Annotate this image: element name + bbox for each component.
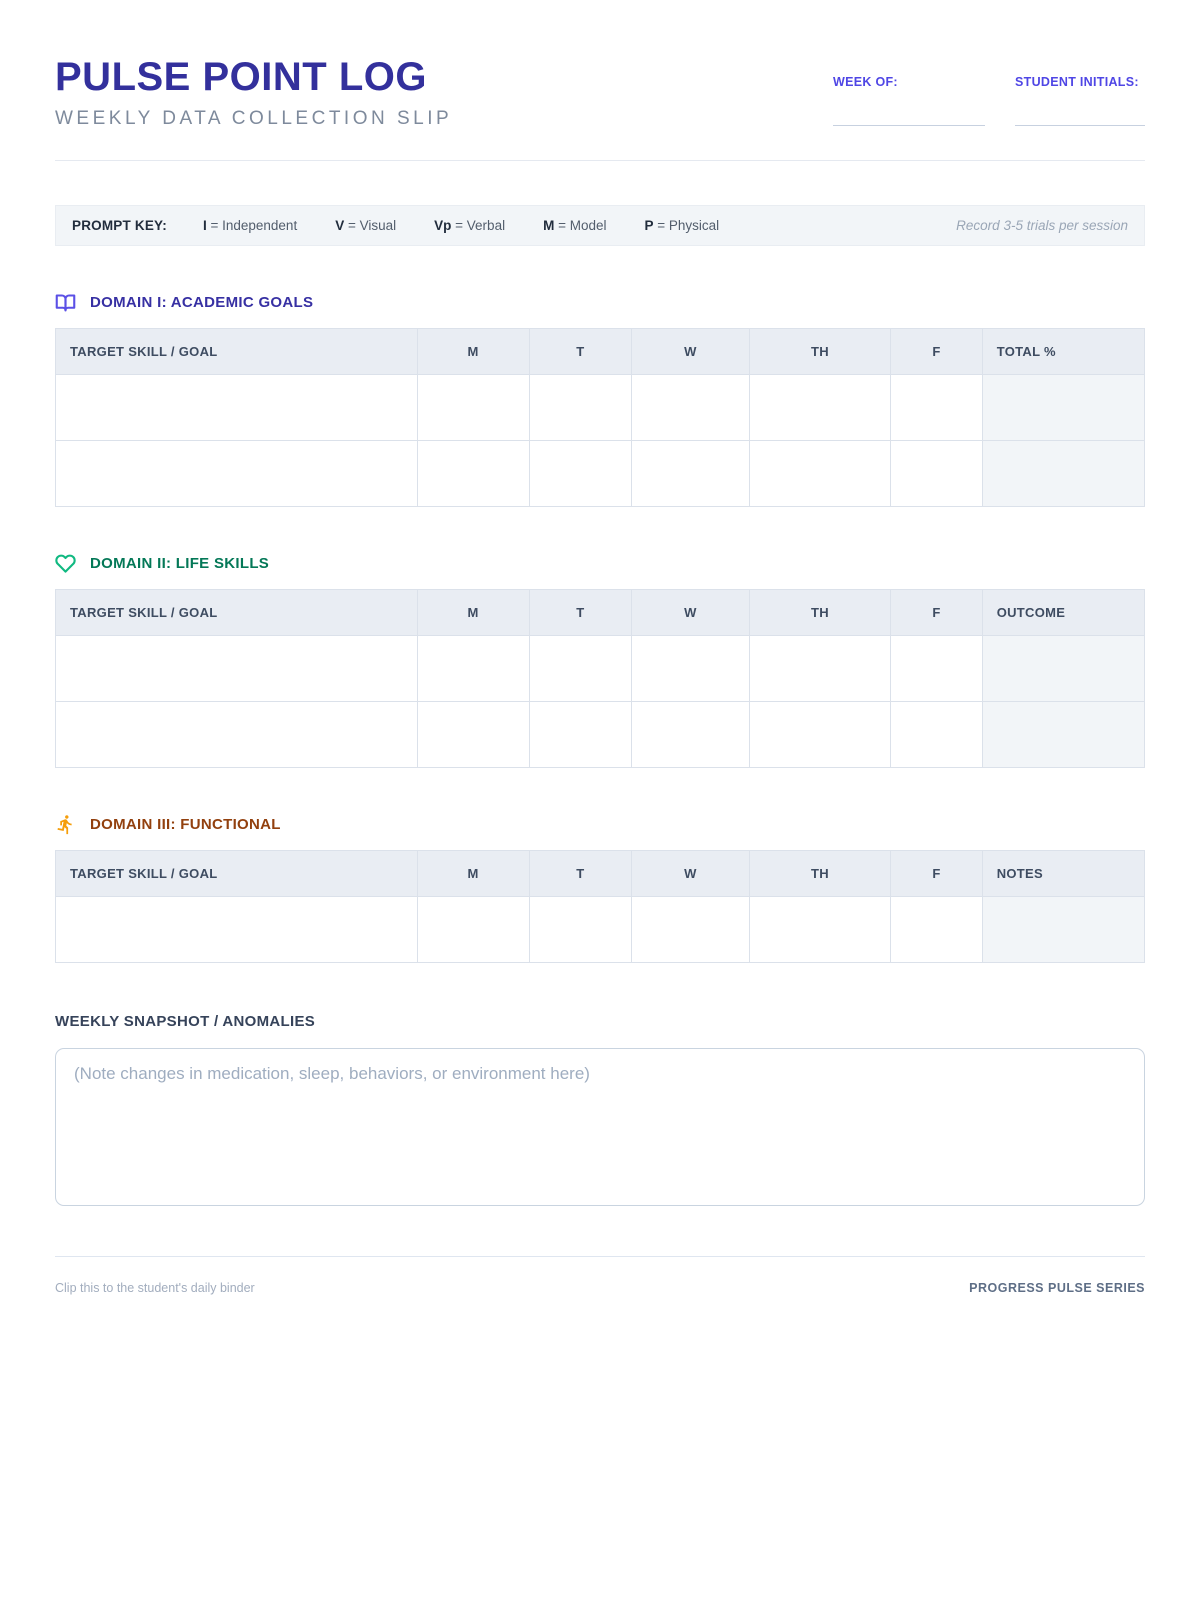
- data-entry-cell[interactable]: [417, 702, 529, 768]
- week-of-label: WEEK OF:: [833, 75, 898, 89]
- prompt-key-item: Vp = Verbal: [434, 218, 506, 233]
- column-header: F: [891, 851, 982, 897]
- column-header: F: [891, 590, 982, 636]
- domain-heading: [55, 553, 1145, 574]
- column-header: W: [632, 329, 750, 375]
- student-initials-field: [1015, 75, 1145, 126]
- week-of-input-line[interactable]: [833, 125, 985, 126]
- column-header: TH: [749, 851, 891, 897]
- weekly-snapshot-textarea[interactable]: [55, 1048, 1145, 1206]
- domain-title: DOMAIN I: ACADEMIC GOALS: [90, 294, 314, 311]
- data-entry-cell[interactable]: [982, 702, 1144, 768]
- prompt-key-items: [203, 218, 719, 233]
- data-entry-cell[interactable]: [982, 375, 1144, 441]
- domain-table: [55, 850, 1145, 963]
- footer: [55, 1281, 1145, 1295]
- running-person-icon: [55, 814, 76, 835]
- data-entry-cell[interactable]: [891, 702, 982, 768]
- column-header: TOTAL %: [982, 329, 1144, 375]
- heart-icon: [55, 553, 76, 574]
- data-entry-cell[interactable]: [632, 897, 750, 963]
- data-entry-cell[interactable]: [749, 441, 891, 507]
- data-entry-cell[interactable]: [56, 636, 418, 702]
- column-header: TARGET SKILL / GOAL: [56, 329, 418, 375]
- data-entry-cell[interactable]: [56, 897, 418, 963]
- domain-heading: [55, 814, 1145, 835]
- data-entry-cell[interactable]: [529, 636, 631, 702]
- data-entry-cell[interactable]: [632, 636, 750, 702]
- column-header: M: [417, 851, 529, 897]
- prompt-key-item: V = Visual: [335, 218, 397, 233]
- domain-section: [55, 553, 1145, 768]
- data-entry-cell[interactable]: [417, 636, 529, 702]
- open-book-icon: [55, 292, 76, 313]
- domain-heading: [55, 292, 1145, 313]
- column-header: TARGET SKILL / GOAL: [56, 590, 418, 636]
- domains-container: [55, 292, 1145, 963]
- page-title: PULSE POINT LOG: [55, 55, 427, 99]
- column-header: T: [529, 329, 631, 375]
- table-row: [56, 375, 1145, 441]
- data-entry-cell[interactable]: [529, 897, 631, 963]
- column-header: M: [417, 590, 529, 636]
- student-initials-input-line[interactable]: [1015, 125, 1145, 126]
- prompt-key-note: Record 3-5 trials per session: [956, 218, 1128, 233]
- column-header: NOTES: [982, 851, 1144, 897]
- prompt-key-item: I = Independent: [202, 218, 298, 233]
- data-entry-cell[interactable]: [891, 441, 982, 507]
- data-entry-cell[interactable]: [529, 702, 631, 768]
- data-entry-cell[interactable]: [982, 897, 1144, 963]
- weekly-snapshot-title: WEEKLY SNAPSHOT / ANOMALIES: [55, 1013, 316, 1030]
- data-entry-cell[interactable]: [749, 636, 891, 702]
- column-header: TH: [749, 590, 891, 636]
- data-entry-cell[interactable]: [632, 441, 750, 507]
- data-entry-cell[interactable]: [56, 702, 418, 768]
- column-header: TH: [749, 329, 891, 375]
- week-of-field: [833, 75, 985, 126]
- header-divider: [55, 160, 1145, 161]
- column-header: W: [632, 851, 750, 897]
- prompt-key-label: PROMPT KEY:: [72, 218, 167, 233]
- footer-divider: [55, 1256, 1145, 1257]
- column-header: F: [891, 329, 982, 375]
- header-fields: [833, 55, 1145, 126]
- column-header: M: [417, 329, 529, 375]
- table-row: [56, 702, 1145, 768]
- data-entry-cell[interactable]: [417, 441, 529, 507]
- data-entry-cell[interactable]: [982, 636, 1144, 702]
- data-entry-cell[interactable]: [417, 375, 529, 441]
- prompt-key-bar: [55, 205, 1145, 246]
- data-entry-cell[interactable]: [891, 375, 982, 441]
- data-entry-cell[interactable]: [982, 441, 1144, 507]
- header-titles: [55, 55, 452, 130]
- column-header: TARGET SKILL / GOAL: [56, 851, 418, 897]
- data-entry-cell[interactable]: [632, 375, 750, 441]
- column-header: T: [529, 851, 631, 897]
- prompt-key-item: M = Model: [543, 218, 607, 233]
- domain-title: DOMAIN III: FUNCTIONAL: [90, 816, 281, 833]
- table-row: [56, 441, 1145, 507]
- data-entry-cell[interactable]: [749, 375, 891, 441]
- domain-title: DOMAIN II: LIFE SKILLS: [90, 555, 270, 572]
- data-entry-cell[interactable]: [891, 636, 982, 702]
- column-header: T: [529, 590, 631, 636]
- footer-note: Clip this to the student's daily binder: [55, 1281, 255, 1295]
- footer-series-label: PROGRESS PULSE SERIES: [969, 1281, 1145, 1295]
- data-entry-cell[interactable]: [56, 375, 418, 441]
- prompt-key-item: P = Physical: [644, 218, 720, 233]
- data-entry-cell[interactable]: [632, 702, 750, 768]
- table-row: [56, 897, 1145, 963]
- data-entry-cell[interactable]: [529, 375, 631, 441]
- data-entry-cell[interactable]: [417, 897, 529, 963]
- data-entry-cell[interactable]: [56, 441, 418, 507]
- table-row: [56, 636, 1145, 702]
- page-subtitle: WEEKLY DATA COLLECTION SLIP: [55, 108, 453, 129]
- header: [55, 55, 1145, 130]
- data-entry-cell[interactable]: [529, 441, 631, 507]
- column-header: W: [632, 590, 750, 636]
- domain-section: [55, 814, 1145, 963]
- data-entry-cell[interactable]: [749, 702, 891, 768]
- data-entry-cell[interactable]: [891, 897, 982, 963]
- domain-table: [55, 328, 1145, 507]
- weekly-snapshot-section: [55, 1013, 1145, 1206]
- domain-section: [55, 292, 1145, 507]
- domain-table: [55, 589, 1145, 768]
- column-header: OUTCOME: [982, 590, 1144, 636]
- data-entry-cell[interactable]: [749, 897, 891, 963]
- student-initials-label: STUDENT INITIALS:: [1015, 75, 1139, 89]
